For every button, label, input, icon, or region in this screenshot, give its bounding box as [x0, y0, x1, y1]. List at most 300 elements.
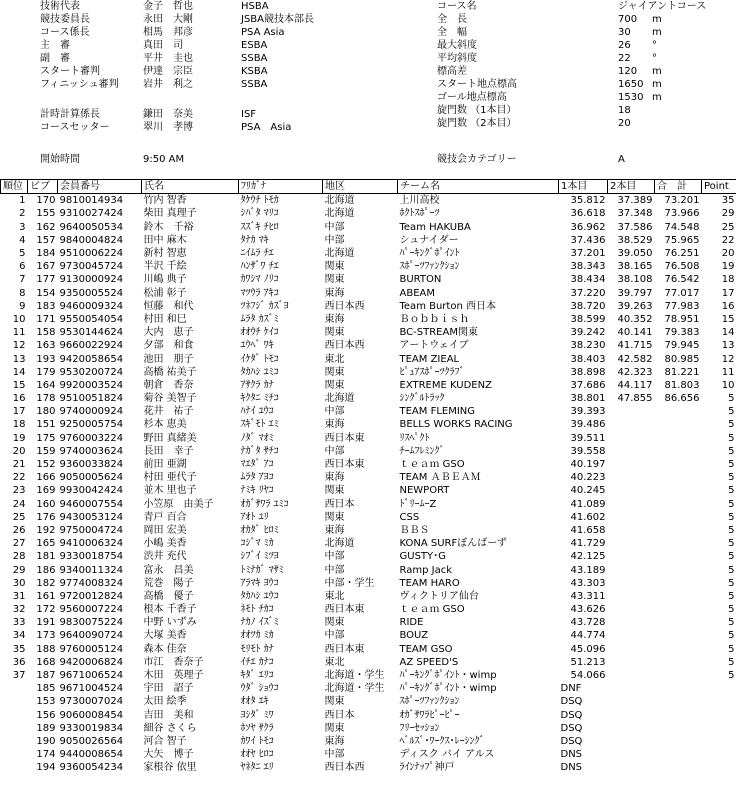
table-cell: [702, 695, 736, 708]
table-cell: [608, 471, 655, 484]
table-cell: 39.511: [570, 432, 606, 444]
table-cell: [655, 603, 702, 616]
table-cell: 191: [36, 617, 56, 629]
results-table: [0, 179, 736, 774]
table-cell: [655, 537, 702, 550]
table-cell: 西日本東: [324, 459, 365, 471]
table-cell: 大内 恵子: [143, 327, 194, 339]
table-cell: 188: [36, 643, 56, 655]
table-cell: 9640050534: [59, 221, 124, 233]
table-cell: 13: [721, 340, 735, 352]
table-cell: ﾑﾗﾀ ｱﾖｺ: [240, 472, 274, 484]
table-cell: 176: [36, 511, 56, 523]
table-cell: 76.251: [664, 248, 700, 260]
table-cell: 190: [36, 735, 56, 747]
table-cell: 13: [12, 353, 26, 365]
table-cell: 柴田 真理子: [143, 208, 197, 220]
course-label: スタート地点標高: [437, 79, 517, 90]
table-cell: 35.812: [570, 195, 606, 207]
table-cell: 中部・学生: [324, 577, 375, 589]
table-cell: 9810014934: [59, 195, 124, 207]
table-cell: [608, 709, 655, 722]
table-cell: [608, 722, 655, 735]
table-cell: ﾊﾅｲ ﾕｳｺ: [240, 406, 274, 418]
table-cell: [608, 577, 655, 590]
table-cell: ﾕｳﾍﾞ ﾜｷ: [240, 340, 274, 352]
table-cell: 24: [12, 498, 26, 510]
table-cell: 上川高校: [399, 195, 440, 207]
table-cell: 21: [12, 459, 26, 471]
table-cell: 39.558: [570, 445, 606, 457]
table-cell: 7: [19, 274, 26, 286]
table-cell: 関東: [324, 379, 345, 391]
table-cell: [655, 643, 702, 656]
table-cell: ｵｵｳﾁ ｹｲｺ: [240, 327, 279, 339]
course-unit: °: [652, 53, 657, 64]
table-cell: 86.656: [664, 393, 700, 405]
table-row: [1, 234, 736, 247]
course-label: 旋門数 （2本目）: [437, 118, 517, 129]
column-header: 1本目: [559, 180, 608, 194]
table-cell: 5: [728, 459, 735, 471]
column-header: 会員番号: [58, 180, 142, 194]
table-row: [1, 194, 736, 208]
table-cell: 79.383: [664, 327, 700, 339]
table-cell: [655, 656, 702, 669]
table-cell: ｷｸﾀﾆ ﾐﾁｺ: [240, 393, 279, 405]
table-cell: ﾅｶﾞﾀ ｻﾁｺ: [240, 445, 279, 457]
table-cell: Team HAKUBA: [399, 221, 471, 233]
table-cell: ｲﾁｴ ｶﾅｺ: [240, 656, 274, 668]
table-cell: 174: [36, 749, 56, 761]
table-cell: ﾍﾞﾙｽﾞ･ﾜｰｸｽ･ﾚｰｼﾝｸﾞ: [399, 735, 485, 747]
course-value: 18: [618, 105, 631, 116]
table-cell: 9774008324: [59, 577, 124, 589]
table-cell: 54.066: [570, 670, 606, 682]
table-cell: 22: [721, 234, 735, 246]
table-cell: ｺｼﾞﾏ ﾐｶ: [240, 538, 274, 550]
table-cell: ｶﾜｼﾏ ﾉﾘｺ: [240, 274, 279, 286]
table-cell: 160: [36, 498, 56, 510]
table-cell: 夕部 和食: [143, 340, 194, 352]
table-cell: [702, 682, 736, 695]
table-cell: AZ SPEED'S: [399, 656, 459, 668]
table-cell: 東海: [324, 524, 345, 536]
official-name: 伊達 宗臣: [143, 66, 193, 77]
table-cell: 9360033824: [59, 459, 124, 471]
table-cell: ﾔﾈﾀﾆ ｴﾘ: [240, 762, 274, 774]
table-cell: 29: [12, 564, 26, 576]
table-cell: [1, 748, 28, 761]
table-cell: BURTON: [399, 274, 442, 286]
table-cell: [702, 761, 736, 774]
table-cell: ｽﾎﾟｰﾂﾌｧﾝｸｼｮﾝ: [399, 696, 460, 708]
table-cell: 38.434: [570, 274, 606, 286]
table-cell: 161: [36, 590, 56, 602]
table-cell: 5: [728, 472, 735, 484]
table-row: [1, 352, 736, 365]
column-header: 氏名: [142, 180, 239, 194]
table-cell: ｵｵﾔ ﾋﾛｺ: [240, 749, 274, 761]
table-cell: 11: [12, 327, 26, 339]
official-org: PSA Asia: [241, 27, 285, 38]
table-row: [1, 392, 736, 405]
table-cell: 35: [721, 195, 735, 207]
table-cell: ｼﾝｸﾞﾙﾄﾗｯｸ: [399, 393, 445, 405]
course-unit: m: [652, 14, 662, 25]
table-cell: 173: [36, 630, 56, 642]
table-row: [1, 603, 736, 616]
table-cell: 中部: [324, 564, 345, 576]
table-cell: 169: [36, 485, 56, 497]
table-cell: 9050005624: [59, 472, 124, 484]
table-cell: 154: [36, 287, 56, 299]
table-row: [1, 432, 736, 445]
table-cell: 38.599: [570, 313, 606, 325]
table-cell: Team Burton 西日本: [399, 300, 496, 312]
results-header-row: [1, 180, 736, 194]
course-value: 700: [618, 14, 638, 25]
table-cell: 5: [728, 577, 735, 589]
table-cell: 157: [36, 234, 56, 246]
table-cell: 73.966: [664, 208, 700, 220]
table-cell: 東北: [324, 353, 345, 365]
table-cell: 9430053124: [59, 511, 124, 523]
table-cell: ﾌﾘｰｾｯｼｮﾝ: [399, 722, 440, 734]
table-cell: 193: [36, 353, 56, 365]
table-cell: 14: [12, 366, 26, 378]
table-cell: 花井 祐子: [143, 406, 194, 418]
table-cell: 25: [721, 221, 735, 233]
table-cell: 9930042424: [59, 485, 124, 497]
table-cell: EXTREME KUDENZ: [399, 379, 492, 391]
table-cell: [655, 471, 702, 484]
table-cell: 41.658: [570, 524, 606, 536]
table-row: [1, 524, 736, 537]
table-cell: 中部: [324, 551, 345, 563]
table-cell: 北海道: [324, 393, 355, 405]
table-cell: [608, 511, 655, 524]
official-role: 計時計算係長: [40, 109, 100, 120]
table-cell: 77.983: [664, 300, 700, 312]
table-row: [1, 656, 736, 669]
table-cell: 15: [12, 379, 26, 391]
table-row: [1, 669, 736, 682]
table-cell: 9530200724: [59, 366, 124, 378]
course-value: 1650: [618, 79, 644, 90]
table-cell: 186: [36, 564, 56, 576]
table-cell: 家根谷 依里: [143, 762, 197, 774]
table-cell: [655, 709, 702, 722]
category-label: 競技会カテゴリー: [437, 154, 517, 165]
official-name: 鎌田 奈美: [143, 109, 193, 120]
table-cell: [608, 405, 655, 418]
table-cell: 81.803: [664, 379, 700, 391]
table-cell: [608, 563, 655, 576]
table-cell: 40.223: [570, 472, 606, 484]
table-cell: 185: [36, 683, 56, 695]
course-label: ゴール地点標高: [437, 92, 507, 103]
table-cell: ｱﾗﾏｷ ﾖｳｺ: [240, 577, 279, 589]
table-cell: 鈴木 千裕: [143, 221, 194, 233]
table-cell: 1: [19, 195, 26, 207]
table-cell: ＢＢＳ: [399, 524, 430, 536]
table-cell: 宇田 詔子: [143, 683, 194, 695]
table-cell: 19: [721, 261, 735, 273]
table-cell: 9060008454: [59, 709, 124, 721]
column-header: 合 計: [655, 180, 702, 194]
table-cell: 4: [19, 234, 26, 246]
table-cell: 5: [728, 485, 735, 497]
table-cell: 東海: [324, 735, 345, 747]
table-cell: 76.508: [664, 261, 700, 273]
table-cell: ﾊﾟｰｷﾝｸﾞﾎﾟｲﾝﾄ・wimp: [399, 683, 497, 695]
table-cell: 178: [36, 393, 56, 405]
table-cell: BC-STREAM関東: [399, 327, 478, 339]
table-cell: DNS: [560, 749, 583, 761]
table-cell: TEAM ZIEAL: [399, 353, 460, 365]
official-role: 主 審: [40, 40, 70, 51]
table-cell: 9360054234: [59, 762, 124, 774]
table-cell: [608, 458, 655, 471]
table-cell: 39.242: [570, 327, 606, 339]
table-cell: 高橋 優子: [143, 590, 194, 602]
table-cell: DSQ: [560, 735, 583, 747]
table-cell: ﾅﾐｷ ﾘﾔｺ: [240, 485, 274, 497]
table-cell: 9740000924: [59, 406, 124, 418]
table-cell: 菊谷 美智子: [143, 393, 197, 405]
table-cell: 20: [721, 248, 735, 260]
table-cell: 79.945: [664, 340, 700, 352]
official-org: KSBA: [241, 66, 268, 77]
table-cell: ﾊﾟｰｷﾝｸﾞﾎﾟｲﾝﾄ: [399, 248, 460, 260]
table-cell: 41.602: [570, 511, 606, 523]
table-cell: 14: [721, 327, 735, 339]
table-cell: 長田 幸子: [143, 445, 194, 457]
table-cell: 37.586: [617, 221, 653, 233]
table-cell: ﾈﾓﾄ ﾁｶｺ: [240, 604, 274, 616]
table-cell: 40.141: [617, 327, 653, 339]
table-cell: 中部: [324, 221, 345, 233]
official-name: 永田 大剛: [143, 14, 193, 25]
table-cell: 44.117: [617, 379, 653, 391]
official-name: 金子 哲也: [143, 1, 193, 12]
table-cell: 164: [36, 379, 56, 391]
official-org: HSBA: [241, 1, 269, 12]
table-cell: [608, 695, 655, 708]
table-cell: 北海道: [324, 208, 355, 220]
table-cell: ﾎｸﾄｽﾎﾟｰﾂ: [399, 208, 440, 220]
table-row: [1, 537, 736, 550]
table-cell: GUSTY･G: [399, 551, 446, 563]
table-cell: 16: [12, 393, 26, 405]
table-cell: [702, 735, 736, 748]
table-cell: 156: [36, 709, 56, 721]
table-cell: 新村 智恵: [143, 248, 187, 260]
table-cell: 5: [728, 551, 735, 563]
table-cell: ﾘｽﾍﾟｸﾄ: [399, 432, 430, 444]
table-cell: ｳﾀﾞ ｼｮｳｺ: [240, 683, 279, 695]
table-cell: [655, 405, 702, 418]
table-cell: 関東: [324, 617, 345, 629]
table-cell: 北海道: [324, 195, 355, 207]
table-cell: ｵｶﾞｻﾜﾗ ﾕﾐｺ: [240, 498, 289, 510]
table-cell: [702, 722, 736, 735]
table-cell: 9750004724: [59, 524, 124, 536]
table-cell: 37.436: [570, 234, 606, 246]
official-role: 副 審: [40, 53, 70, 64]
column-header: 地区: [323, 180, 398, 194]
official-org: JSBA競技本部長: [241, 14, 314, 25]
table-cell: 51.213: [570, 656, 606, 668]
table-cell: 関東: [324, 696, 345, 708]
table-cell: ｽｷﾞﾓﾄ ｴﾐ: [240, 419, 279, 431]
table-cell: 大塚 美香: [143, 630, 187, 642]
table-cell: [655, 550, 702, 563]
column-header: ﾌﾘｶﾞﾅ: [239, 180, 323, 194]
table-row: [1, 207, 736, 220]
table-cell: 41.089: [570, 498, 606, 510]
table-cell: [1, 682, 28, 695]
table-cell: 155: [36, 208, 56, 220]
table-cell: [655, 445, 702, 458]
table-row: [1, 511, 736, 524]
table-cell: 9730007024: [59, 696, 124, 708]
table-cell: [608, 432, 655, 445]
table-cell: 2: [19, 208, 26, 220]
table-cell: 34: [12, 630, 26, 642]
table-cell: 東海: [324, 287, 345, 299]
column-header: ビブ: [28, 180, 58, 194]
table-cell: 小笠原 由美子: [143, 498, 214, 510]
table-cell: 川嶋 典子: [143, 274, 187, 286]
course-unit: °: [652, 40, 657, 51]
table-cell: 163: [36, 340, 56, 352]
table-cell: TEAM FLEMING: [399, 406, 476, 418]
course-label: 全 長: [437, 14, 467, 25]
table-cell: 162: [36, 221, 56, 233]
table-cell: 38.108: [617, 274, 653, 286]
table-cell: [655, 761, 702, 774]
table-cell: [655, 458, 702, 471]
table-cell: ｽﾎﾟｰﾂﾌｧﾝｸｼｮﾝ: [399, 261, 460, 273]
table-row: [1, 418, 736, 431]
table-cell: 青戸 百合: [143, 511, 187, 523]
table-cell: 中部: [324, 630, 345, 642]
table-cell: 西日本: [324, 498, 355, 510]
table-cell: [608, 484, 655, 497]
table-cell: TEAM ＡＢＥＡＭ: [399, 472, 481, 484]
table-cell: 38.230: [570, 340, 606, 352]
table-cell: 9460007554: [59, 498, 124, 510]
table-row: [1, 273, 736, 286]
table-cell: 関東: [324, 485, 345, 497]
table-cell: 9830075224: [59, 617, 124, 629]
table-cell: 8: [19, 287, 26, 299]
table-cell: 9250005754: [59, 419, 124, 431]
table-cell: KONA SURFぼんばーず: [399, 538, 507, 550]
table-cell: 高橋 祐美子: [143, 366, 197, 378]
table-cell: 37.220: [570, 287, 606, 299]
table-cell: ﾎｿﾔ ｻｸﾗ: [240, 722, 274, 734]
table-cell: 181: [36, 551, 56, 563]
table-cell: 37.686: [570, 379, 606, 391]
table-cell: 39.486: [570, 419, 606, 431]
table-cell: 44.774: [570, 630, 606, 642]
course-value: 20: [618, 118, 631, 129]
table-cell: 竹内 智香: [143, 195, 187, 207]
course-label: 旋門数 （1本目）: [437, 105, 517, 116]
table-cell: 5: [728, 393, 735, 405]
table-cell: 東海: [324, 419, 345, 431]
table-cell: 39.050: [617, 248, 653, 260]
table-cell: ﾀｶﾊｼ ﾕﾐｺ: [240, 366, 279, 378]
official-name: 翠川 孝博: [143, 122, 193, 133]
table-row: [1, 709, 736, 722]
table-cell: 38.165: [617, 261, 653, 273]
table-cell: [608, 669, 655, 682]
table-cell: ｱｻｸﾗ ｶﾅ: [240, 379, 274, 391]
table-cell: 小嶋 美香: [143, 538, 187, 550]
table-cell: 9420058654: [59, 353, 124, 365]
table-cell: [608, 590, 655, 603]
table-cell: 43.189: [570, 564, 606, 576]
table-cell: ﾑﾗﾀ ｶｽﾞﾐ: [240, 313, 279, 325]
table-cell: 40.197: [570, 459, 606, 471]
table-cell: 194: [36, 762, 56, 774]
table-cell: 太田 絵季: [143, 696, 187, 708]
table-cell: 9760003224: [59, 432, 124, 444]
table-cell: 43.728: [570, 617, 606, 629]
table-cell: 9050026564: [59, 735, 124, 747]
table-cell: 西日本: [324, 709, 355, 721]
course-label: 標高差: [437, 66, 467, 77]
table-row: [1, 405, 736, 418]
table-cell: 5: [728, 432, 735, 444]
table-cell: 関東: [324, 274, 345, 286]
table-cell: TEAM HARO: [399, 577, 460, 589]
official-role: コース係長: [40, 27, 90, 38]
table-cell: 朝倉 香奈: [143, 379, 194, 391]
table-cell: 31: [12, 590, 26, 602]
table-cell: ﾉﾀﾞ ﾏｵﾐ: [240, 432, 274, 444]
table-row: [1, 550, 736, 563]
column-header: 順位: [1, 180, 28, 194]
table-cell: [608, 656, 655, 669]
table-cell: 76.542: [664, 274, 700, 286]
table-cell: 81.221: [664, 366, 700, 378]
table-cell: 中部: [324, 234, 345, 246]
table-cell: 42.125: [570, 551, 606, 563]
table-cell: 9671004524: [59, 683, 124, 695]
table-cell: 38.898: [570, 366, 606, 378]
table-cell: 前田 亜湖: [143, 459, 187, 471]
table-cell: 5: [728, 406, 735, 418]
table-row: [1, 563, 736, 576]
table-row: [1, 379, 736, 392]
table-cell: 河合 智子: [143, 735, 187, 747]
table-cell: 9920003524: [59, 379, 124, 391]
table-cell: ﾏｴﾀﾞ ｱｺ: [240, 459, 274, 471]
table-cell: ﾅｶﾉ ｲｽﾞﾐ: [240, 617, 279, 629]
table-cell: 西日本東: [324, 643, 365, 655]
table-cell: 9660022924: [59, 340, 124, 352]
table-cell: [608, 629, 655, 642]
table-cell: [655, 418, 702, 431]
table-cell: DSQ: [560, 696, 583, 708]
table-cell: 半沢 千絵: [143, 261, 187, 273]
official-org: SSBA: [241, 79, 268, 90]
